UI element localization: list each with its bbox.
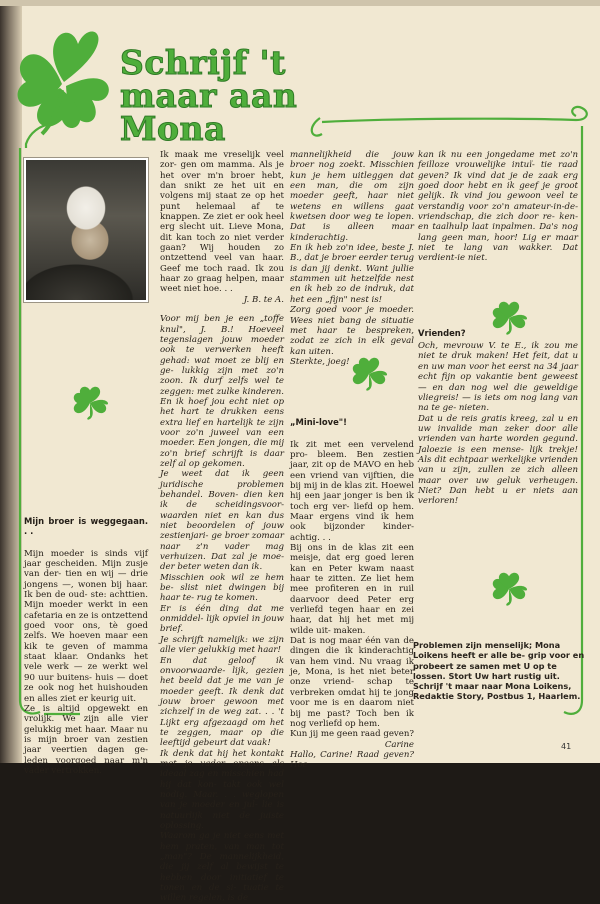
signature: J. B. te A. [243, 294, 284, 305]
large-clover-icon [18, 32, 109, 134]
paragraph: Mijn moeder is sinds vijf jaar gescheiden. Mijn zusje van der- tien en wij — drie jongens —, wonen bij haar. Ik ben de oud- ste: achttien. Mijn moeder werkt in een cafetaria en ze is ontzettend goed voor ons, tè goed zelfs. We hoeven maar een kik te geven of mamma staat klaar. Ondanks het vele werk — ze werkt wel 90 uur buitens- huis — doet ze ook nog het huishouden en alles ziet er keurig uit. [24, 548, 148, 704]
paragraph: Bij ons in de klas zit een meisje, dat erg goed leren kan en Peter kwam naast haar te zitten. Ze liet hem mee profiteren en in ruil daarvoor deed Peter erg verliefd tegen haar en zei haar, dat hij het met mij wilde uit- maken. [290, 543, 414, 636]
paragraph: Dat is nog maar één van de dingen die ik kinderachtig van hem vind. Nu vraag ik je, Mona, is het niet beter onze vriend- schap te verbreken omdat hij te jong voor me is en daarom niet bij me past? Toch ben ik nog verliefd op hem. [290, 636, 414, 729]
paragraph: Je weet dat ik geen juridische problemen behandel. Boven- dien ken ik de scheidingsvoor- waarden niet en kan dus niet beoordelen of jouw zestienjari- ge broer zomaar naar z'n vader mag verhuizen. Dat zal je moe- der beter weten dan ik. [160, 469, 284, 573]
column-4 [418, 150, 578, 640]
paragraph: Misschien ook wil ze hem be- slist niet dwingen bij haar te- rug te komen. [160, 572, 284, 604]
paragraph: Ik maak me vreselijk veel zor- gen om mamma. Als je het over m'n broer hebt, dan snikt ze het uit en volgens mij staat ze op het punt helemaal af te knappen. Ze ziet er ook heel erg slecht uit. Lieve Mona, dit kan toch zo niet verder gaan? Wij houden zo ontzettend veel van haar. Geef me toch raad. Ik zou haar zo graag helpen, maar weet niet hoe. . . [160, 150, 284, 295]
title-line: maar aan [120, 76, 298, 115]
column-2 [160, 150, 284, 904]
paragraph: Ik denk dat hij het kontakt met je vader opeens als ideaal zag en misschien had hij dat kon- takt ook wel nodig. Maar. . . weglopen van je moeder en jul- lie is natuurlijk niet de juiste oplossing. [160, 748, 284, 831]
signature: Carine [384, 739, 414, 750]
title-line: Schrijf 't [120, 43, 286, 82]
author-photo [24, 158, 148, 302]
paragraph: Zorg goed voor je moeder. Wees niet bang de situatie met haar te bespreken, zodat ze zich in elk geval kan uiten. [290, 305, 414, 357]
paragraph: Kun jij me geen raad geven? [290, 729, 415, 740]
paragraph: Ik zit met een vervelend pro- bleem. Ben zestien jaar, zit op de MAVO en heb een vriend van vijftien, die bij mij in de klas zit. Hoewel hij een jaar jonger is ben ik toch erg ver- liefd op hem. Maar ergens vind ik hem ook bijzonder kinder- achtig. . . [290, 439, 414, 543]
paragraph: Er is één ding dat me onmiddel- lijk opviel in jouw brief. [160, 603, 284, 635]
paragraph: En dat geloof ik onvoorwaarde- lijk, gezien het beeld dat je me van je moeder geeft. Ik denk dat jouw broer gewoon met zichzelf in de weg zat. . . 't Lijkt erg afgezaagd om het te zeggen, maar op die leeftijd gebeurt dat vaak! [160, 655, 284, 749]
column-3 [290, 150, 415, 771]
paragraph: kan ik nu een jongedame met zo'n feilloze vrouwelijke intuï- tie raad geven? Ik vind dat je de zaak erg goed door hebt en ik geef je groot gelijk. Ik vind jou gewoon veel te verstandig voor zo'n amateur-in-de- vriendschap, die zich door re- ken- en taalhulp laat inpalmen. Da's nog lang geen man, hoor! Lig er maar niet te lang van wakker. Dat verdient-ie niet. [418, 150, 578, 264]
paragraph: Waarom ga je niet eens met hem praten, van man tot „man"? De mannelijkheid, die jij zelf al bewijst te hebben door initiatief te tonen en de si- tuatie te willen regelen, is de [160, 831, 284, 904]
paragraph: Dat u de reis gratis kreeg, zal u en uw invalide man zeker door alle vrienden van harte worden gegund. Jaloezie is een mense- lijk trekje! Als dit echtpaar werkelijke vrienden van u zijn, zullen ze zich alleen maar over uw geluk verheugen. Niet? Dan hebt u er niets aan verloren! [418, 413, 578, 507]
section-heading: Mijn broer is weggegaan. . . [24, 516, 148, 537]
column-1 [24, 516, 148, 776]
title-line: Mona [120, 109, 226, 148]
clover-icon [74, 387, 108, 420]
paragraph: Voor mij ben je een „toffe knul", J. B.! Hoeveel tegenslagen jouw moeder ook te verwerken heeft gehad: wat moet ze blij en ge- lukkig zijn met zo'n zoon. Ik durf zelfs wel te zeggen: met zulke kinderen. En ik hoef jou echt niet op het hart te drukken eens extra lief en hartelijk te zijn voor zo'n juweel van een moeder. Een jongen, die mij zo'n brief schrijft is daar zelf al op gekomen. [160, 314, 284, 469]
page-title [120, 43, 320, 148]
paragraph: En ik heb zo'n idee, beste J. B., dat je broer eerder terug is dan jij denkt. Want jullie stammen uit hetzelfde nest en ik heb zo de indruk, dat het een „fijn" nest is! [290, 243, 414, 305]
page-number: 41 [561, 742, 572, 751]
paragraph: Sterkte, joeg! [290, 356, 350, 367]
contact-notice: Problemen zijn menselijk; Mona Loikens heeft er alle be- grip voor en probeert ze samen met U op te lossen. Stort Uw hart rustig uit. Schrijf 't maar naar Mona Loikens, Redaktie Story, Postbus 1, Haarlem. [413, 640, 585, 702]
paragraph: Ze is altijd opgewekt en vrolijk. We zijn alle vier gelukkig met haar. Maar nu is mijn broer van zestien jaar veertien dagen ge- leden voorgoed naar m'n vader vertrokken. [24, 703, 148, 776]
section-heading: „Mini-love"! [290, 417, 347, 428]
paragraph: Och, mevrouw V. te E., ik zou me niet te druk maken! Het feit, dat u en uw man voor het eerst na 34 jaar echt fijn op vakantie bent geweest — en dan nog wel die geweldige vliegreis! — is iets om nog lang van na te ge- nieten. [418, 341, 578, 414]
paragraph: mannelijkheid die jouw broer nog zoekt. Misschien kun je hem uitleggen dat een man, die om zijn moeder geeft, haar niet wetens en willens gaat kwetsen door weg te lopen. Dat is alleen maar kinderachtig. [290, 150, 414, 243]
paragraph: Je schrijft namelijk: we zijn alle vier gelukkig met haar! [160, 634, 284, 656]
section-heading: Vrienden? [418, 327, 466, 338]
paragraph: Hallo, Carine! Raad geven? Hoe [290, 749, 414, 771]
